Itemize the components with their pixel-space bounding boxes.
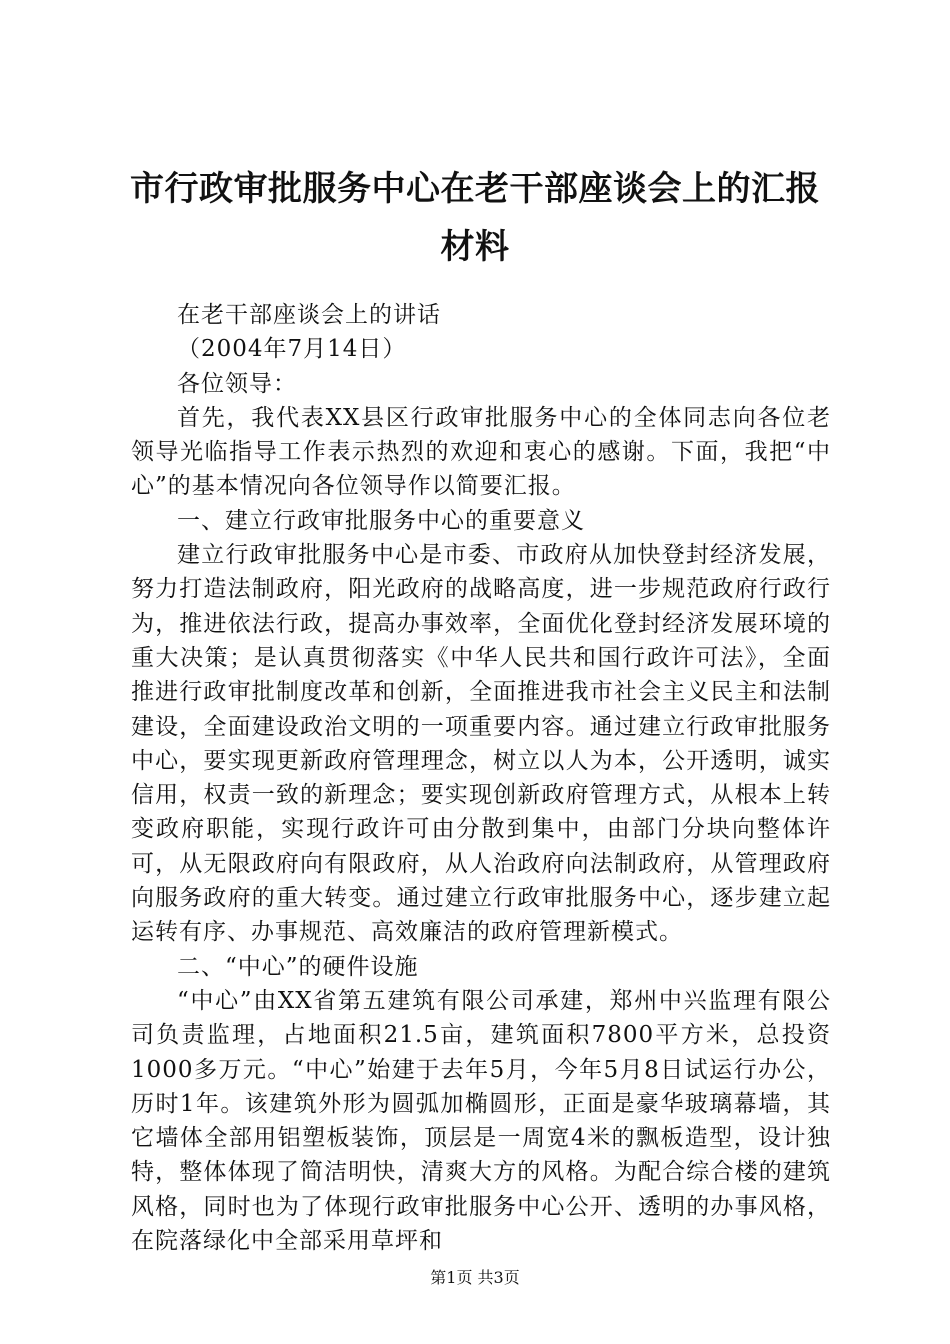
page-footer: 第1页 共3页 — [430, 1268, 520, 1287]
document-body — [131, 298, 831, 1258]
section-2-paragraph: “中心”由XX省第五建筑有限公司承建，郑州中兴监理有限公司负责监理，占地面积21.5亩，建筑面积7800平方米，总投资1000多万元。“中心”始建于去年5月，今年5月8日试运行办公，历时1年。该建筑外形为圆弧加椭圆形，正面是豪华玻璃幕墙，其它墙体全部用铝塑板装饰，顶层是一周宽4米的飘板造型，设计独特，整体体现了简洁明快，清爽大方的风格。为配合综合楼的建筑风格，同时也为了体现行政审批服务中心公开、透明的办事风格，在院落绿化中全部采用草坪和 — [131, 987, 831, 1255]
speech-heading: 在老干部座谈会上的讲话 — [177, 302, 441, 328]
section-heading-1: 一、建立行政审批服务中心的重要意义 — [177, 507, 585, 534]
intro-paragraph: 首先，我代表XX县区行政审批服务中心的全体同志向各位老领导光临指导工作表示热烈的欢迎和衷心的感谢。下面，我把“中心”的基本情况向各位领导作以简要汇报。 — [131, 404, 831, 500]
section-1-paragraph: 建立行政审批服务中心是市委、市政府从加快登封经济发展，努力打造法制政府，阳光政府的战略高度，进一步规范政府行政行为，推进依法行政，提高办事效率，全面优化登封经济发展环境的重大决策；是认真贯彻落实《中华人民共和国行政许可法》，全面推进行政审批制度改革和创新，全面推进我市社会主义民主和法制建设，全面建设政治文明的一项重要内容。通过建立行政审批服务中心，要实现更新政府管理理念，树立以人为本，公开透明，诚实信用，权责一致的新理念；要实现创新政府管理方式，从根本上转变政府职能，实现行政许可由分散到集中，由部门分块向整体许可，从无限政府向有限政府，从人治政府向法制政府，从管理政府向服务政府的重大转变。通过建立行政审批服务中心，逐步建立起运转有序、办事规范、高效廉洁的政府管理新模式。 — [131, 542, 831, 946]
document-title: 市行政审批服务中心在老干部座谈会上的汇报材料 — [130, 169, 820, 267]
speech-date: （2004年7月14日） — [177, 336, 407, 363]
section-heading-2: 二、“中心”的硬件设施 — [177, 953, 419, 980]
salutation: 各位领导： — [177, 370, 297, 397]
